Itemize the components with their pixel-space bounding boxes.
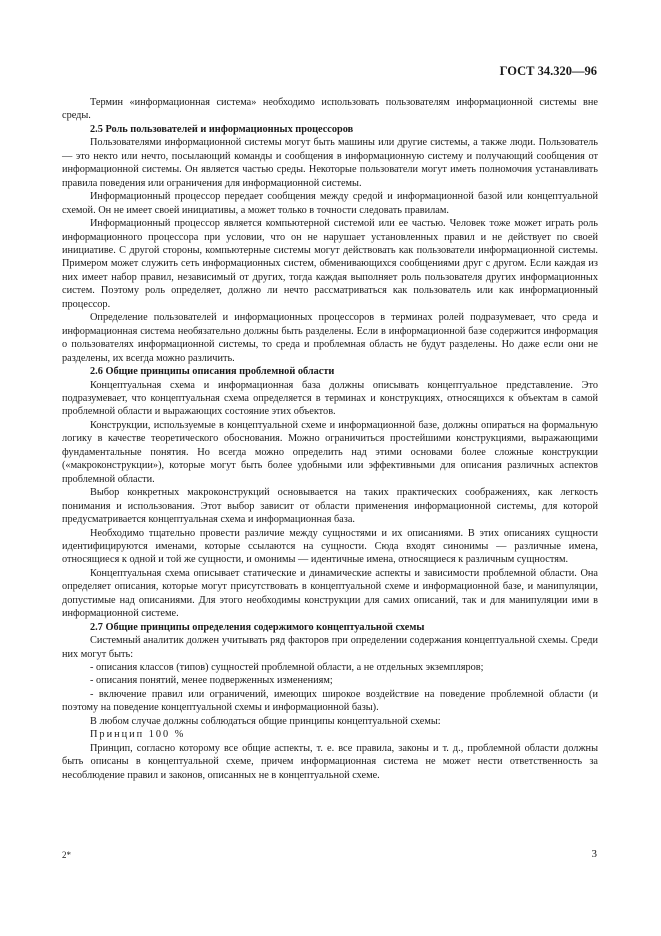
standard-code: ГОСТ 34.320—96 <box>499 64 597 78</box>
paragraph: Принцип, согласно которому все общие аспекты, т. е. все правила, законы и т. д., проблемной области должны быть описаны в концептуальной схеме, причем информационная система не может нести ответственность за несоблюдение правил и законов, описанных не в концептуальной схеме. <box>62 742 598 781</box>
principle-title: Принцип 100 % <box>90 729 186 741</box>
list-item: - описания понятий, менее подверженных изменениям; <box>90 675 333 687</box>
section-heading: 2.7 Общие принципы определения содержимого концептуальной схемы <box>90 621 425 633</box>
footer-mark: 2* <box>62 850 71 860</box>
paragraph: Термин «информационная система» необходимо использовать пользователям информационной системы вне среды. <box>62 97 598 122</box>
paragraph: Информационный процессор является компьютерной системой или ее частью. Человек тоже может играть роль информационного процессора при условии, что он не нарушает установленных правил и не действует по своей инициативе. С другой стороны, компьютерные системы могут действовать как пользователи информационной системы. Примером может служить сеть информационных систем, обменивающихся сообщениями друг с другом. Если каждая из них имеет набор правил, независимый от других, тогда каждая выполняет роль пользователя других информационных систем. Поэтому роль определяет, должно ли нечто рассматриваться как пользователь или как информационный процессор. <box>62 218 598 310</box>
paragraph: Концептуальная схема описывает статические и динамические аспекты и зависимости проблемной области. Она определяет описания, которые могут присутствовать в концептуальной схеме и информационной базе, и манипуляции, допустимые над описаниями. Для этого необходимы конструкции для самих описаний, так и для манипуляции ими в информационной системе. <box>62 567 598 620</box>
paragraph: В любом случае должны соблюдаться общие принципы концептуальной схемы: <box>90 715 441 727</box>
list-item: - описания классов (типов) сущностей проблемной области, а не отдельных экземпляров; <box>90 662 484 674</box>
document-body <box>62 96 598 782</box>
paragraph: Концептуальная схема и информационная база должны описывать концептуальное представление. Это подразумевает, что концептуальная схема определяется в терминах и конструкциях, относящихся к объектам в самой проблемной области и выражающих состояние этих объектов. <box>62 379 598 418</box>
paragraph: Конструкции, используемые в концептуальной схеме и информационной базе, должны опираться на формальную логику в качестве теоретического обоснования. Можно ограничиться простейшими конструкциями, выражающими фундаментальные понятия. Но всегда можно определить над этими основами более сложные конструкции («макроконструкции»), которые могут быть более удобными или эффективными для описания различных аспектов проблемной области. <box>62 419 598 485</box>
section-heading: 2.6 Общие принципы описания проблемной области <box>90 366 335 378</box>
section-heading: 2.5 Роль пользователей и информационных процессоров <box>90 123 354 135</box>
list-item: - включение правил или ограничений, имеющих широкое воздействие на поведение проблемной области (и поэтому на поведение концептуальной схемы и информационной базы). <box>62 688 598 714</box>
paragraph: Определение пользователей и информационных процессоров в терминах ролей подразумевает, что среда и информационная система необязательно должны быть разделены. Если в информационной базе содержится информация о пользователях информационной системы, то среда и проблемная область не будут разделены. Но даже если они не разделены, их всегда можно различить. <box>62 312 598 364</box>
paragraph: Необходимо тщательно провести различие между сущностями и их описаниями. В этих описаниях сущности идентифицируются именами, которые ссылаются на сущности. Сюда входят синонимы — различные имена, относящиеся к одной и той же сущности, и омонимы — идентичные имена, относящиеся к различным сущностям. <box>62 527 598 566</box>
page-number: 3 <box>591 848 597 860</box>
paragraph: Системный аналитик должен учитывать ряд факторов при определении содержания концептуальной схемы. Среди них могут быть: <box>62 635 598 660</box>
paragraph: Выбор конкретных макроконструкций основывается на таких практических соображениях, как легкость понимания и использования. Этот выбор зависит от области применения информационной системы, для которой предусматривается концептуальная схема и информационная база. <box>62 487 598 526</box>
paragraph: Пользователями информационной системы могут быть машины или другие системы, а также люди. Пользователь — это некто или нечто, посылающий команды и сообщения в информационную систему и получающий сообщения от информационной системы. Он является частью среды. Некоторые пользователи могут иметь полномочия устанавливать правила поведения или ограничения для информационной системы. <box>62 137 598 189</box>
paragraph: Информационный процессор передает сообщения между средой и информационной базой или концептуальной схемой. Он не имеет своей инициативы, а может только в точности следовать правилам. <box>62 191 598 216</box>
